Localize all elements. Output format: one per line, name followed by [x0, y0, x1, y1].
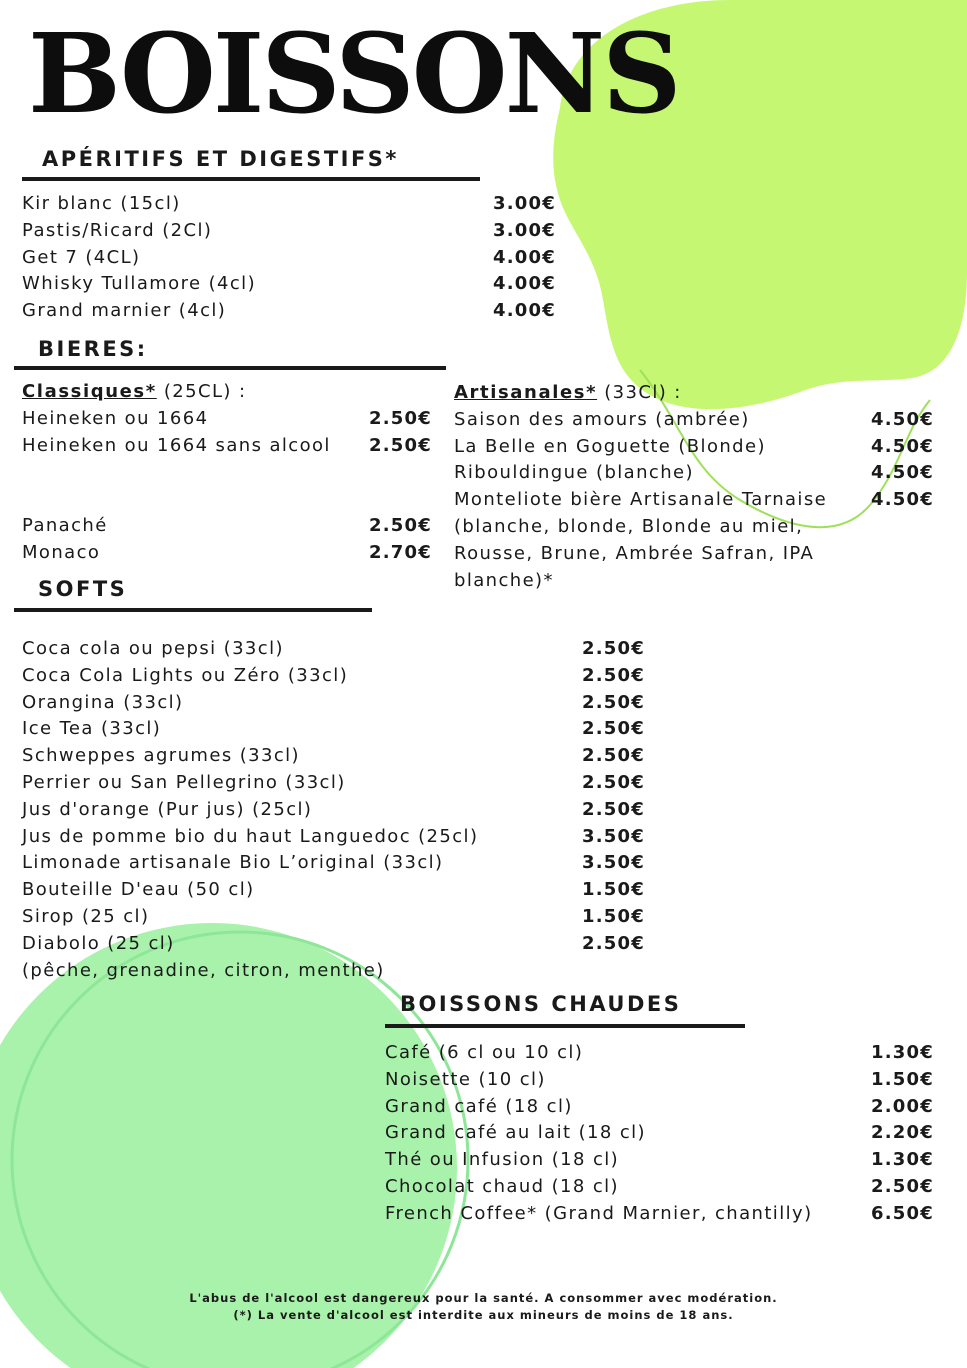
- aperitifs-title: APÉRITIFS ET DIGESTIFS*: [42, 147, 399, 171]
- menu-item: [22, 663, 662, 690]
- item-name: Coca cola ou pepsi (33cl): [22, 638, 284, 659]
- item-name: Ribouldingue (blanche): [454, 462, 694, 484]
- menu-item: [385, 1120, 945, 1147]
- item-price: 4.00€: [493, 273, 556, 295]
- item-price: 4.50€: [871, 462, 934, 484]
- item-name: Jus d'orange (Pur jus) (25cl): [22, 798, 313, 820]
- menu-item: [22, 271, 582, 298]
- menu-item: [22, 824, 662, 851]
- menu-item: [22, 797, 662, 824]
- chaudes-list: [385, 1040, 945, 1228]
- item-price: 3.00€: [493, 219, 556, 241]
- artisanales-note-line: [454, 568, 946, 595]
- softs-list: [22, 636, 662, 958]
- item-name: Whisky Tullamore (4cl): [22, 273, 256, 295]
- bieres-title: BIERES:: [38, 337, 148, 361]
- item-name: Sirop (25 cl): [22, 905, 150, 927]
- item-price: 2.20€: [871, 1122, 934, 1144]
- item-name: Thé ou Infusion (18 cl): [385, 1149, 620, 1171]
- aperitifs-divider: [22, 177, 480, 181]
- artisanales-notes: [454, 514, 946, 594]
- item-price: 4.00€: [493, 300, 556, 322]
- item-price: 2.00€: [871, 1095, 934, 1117]
- item-price: 2.50€: [582, 745, 645, 767]
- menu-item: [22, 850, 662, 877]
- classiques-list: [22, 406, 442, 460]
- item-price: 4.50€: [871, 435, 934, 457]
- item-price: 2.70€: [369, 541, 432, 563]
- item-name: Kir blanc (15cl): [22, 193, 181, 214]
- menu-item: [385, 1094, 945, 1121]
- item-name: Get 7 (4CL): [22, 246, 141, 268]
- item-name: La Belle en Goguette (Blonde): [454, 435, 766, 457]
- item-price: 2.50€: [871, 1175, 934, 1197]
- softs-note: (pêche, grenadine, citron, menthe): [22, 959, 385, 981]
- menu-item: [22, 877, 662, 904]
- item-name: Jus de pomme bio du haut Languedoc (25cl): [22, 825, 479, 847]
- item-price: 3.50€: [582, 852, 645, 874]
- classiques-suffix: (25CL) :: [156, 381, 247, 402]
- artisanales-heading: [454, 380, 682, 407]
- artisanales-label: Artisanales*: [454, 382, 598, 403]
- page-title: BOISSONS: [28, 9, 679, 138]
- item-name: Orangina (33cl): [22, 691, 184, 713]
- item-price: 4.00€: [493, 246, 556, 268]
- menu-item: [454, 460, 946, 487]
- item-name: Heineken ou 1664 sans alcool: [22, 434, 331, 456]
- item-name: Grand café (18 cl): [385, 1095, 573, 1117]
- item-name: French Coffee* (Grand Marnier, chantilly): [385, 1202, 813, 1224]
- item-name: Noisette (10 cl): [385, 1068, 546, 1090]
- item-name: Grand marnier (4cl): [22, 300, 227, 322]
- footer-warning: L'abus de l'alcool est dangereux pour la santé. A consommer avec modération.: [189, 1291, 778, 1305]
- softs-divider: [14, 608, 372, 612]
- note-text: (blanche, blonde, Blonde au miel,: [454, 515, 804, 537]
- item-name: Café (6 cl ou 10 cl): [385, 1042, 584, 1063]
- menu-item: [22, 636, 662, 663]
- bieres-others-list: [22, 513, 442, 567]
- menu-item: [22, 540, 442, 567]
- item-price: 2.50€: [369, 434, 432, 456]
- item-name: Pastis/Ricard (2Cl): [22, 219, 213, 241]
- item-name: Grand café au lait (18 cl): [385, 1122, 646, 1144]
- menu-item: [22, 433, 442, 460]
- item-name: Chocolat chaud (18 cl): [385, 1175, 619, 1197]
- item-price: 1.30€: [871, 1042, 934, 1063]
- item-name: Ice Tea (33cl): [22, 718, 162, 740]
- item-price: 2.50€: [582, 798, 645, 820]
- menu-item: [385, 1067, 945, 1094]
- item-name: Limonade artisanale Bio L’original (33cl): [22, 852, 444, 874]
- classiques-label: Classiques*: [22, 381, 157, 402]
- item-price: 2.50€: [582, 691, 645, 713]
- menu-item: [22, 770, 662, 797]
- menu-item: [22, 298, 582, 325]
- menu-item: [22, 218, 582, 245]
- menu-item: [385, 1201, 945, 1228]
- item-price: 4.50€: [871, 489, 934, 511]
- menu-item: [22, 931, 662, 958]
- aperitifs-list: [22, 191, 582, 325]
- item-price: 2.50€: [369, 515, 432, 536]
- note-text: blanche)*: [454, 569, 554, 591]
- classiques-heading: [22, 379, 246, 406]
- classiques-block: [22, 379, 442, 459]
- menu-item: [385, 1147, 945, 1174]
- item-price: 4.50€: [871, 408, 934, 430]
- chaudes-title: BOISSONS CHAUDES: [400, 992, 682, 1016]
- menu-item: [22, 406, 442, 433]
- item-price: 2.50€: [582, 638, 645, 659]
- artisanales-note-line: [454, 514, 946, 541]
- item-name: Perrier ou San Pellegrino (33cl): [22, 771, 346, 793]
- item-name: Heineken ou 1664: [22, 407, 209, 429]
- item-price: 1.50€: [582, 879, 645, 901]
- softs-title: SOFTS: [38, 577, 128, 601]
- artisanales-list: [454, 407, 946, 514]
- menu-item: [454, 434, 946, 461]
- item-name: Bouteille D'eau (50 cl): [22, 879, 255, 901]
- item-price: 1.50€: [582, 905, 645, 927]
- item-price: 1.30€: [871, 1149, 934, 1171]
- menu-item: [22, 716, 662, 743]
- item-price: 2.50€: [582, 718, 645, 740]
- item-name: Panaché: [22, 515, 108, 536]
- menu-item: [22, 513, 442, 540]
- menu-item: [22, 904, 662, 931]
- item-price: 2.50€: [369, 407, 432, 429]
- item-price: 1.50€: [871, 1068, 934, 1090]
- artisanales-block: [454, 380, 946, 594]
- item-name: Coca Cola Lights ou Zéro (33cl): [22, 664, 349, 686]
- item-price: 6.50€: [871, 1202, 934, 1224]
- menu-item: [385, 1174, 945, 1201]
- menu-item: [22, 245, 582, 272]
- artisanales-suffix: (33Cl) :: [597, 382, 682, 403]
- menu-item: [385, 1040, 945, 1067]
- menu-item: [22, 690, 662, 717]
- note-text: Rousse, Brune, Ambrée Safran, IPA: [454, 542, 815, 564]
- item-price: 2.50€: [582, 932, 645, 954]
- item-price: 3.00€: [493, 193, 556, 214]
- item-name: Saison des amours (ambrée): [454, 408, 750, 430]
- item-price: 3.50€: [582, 825, 645, 847]
- item-price: 2.50€: [582, 664, 645, 686]
- item-price: 2.50€: [582, 771, 645, 793]
- item-name: Monaco: [22, 541, 101, 563]
- footer-minors-notice: (*) La vente d'alcool est interdite aux mineurs de moins de 18 ans.: [233, 1308, 734, 1322]
- menu-item: [22, 743, 662, 770]
- item-name: Monteliote bière Artisanale Tarnaise: [454, 489, 828, 511]
- item-name: Schweppes agrumes (33cl): [22, 745, 300, 767]
- menu-item: [454, 487, 946, 514]
- menu-item: [22, 191, 582, 218]
- artisanales-note-line: [454, 541, 946, 568]
- item-name: Diabolo (25 cl): [22, 932, 175, 954]
- chaudes-divider: [385, 1024, 745, 1028]
- softs-block: [22, 636, 662, 984]
- bieres-divider: [14, 366, 446, 370]
- menu-item: [454, 407, 946, 434]
